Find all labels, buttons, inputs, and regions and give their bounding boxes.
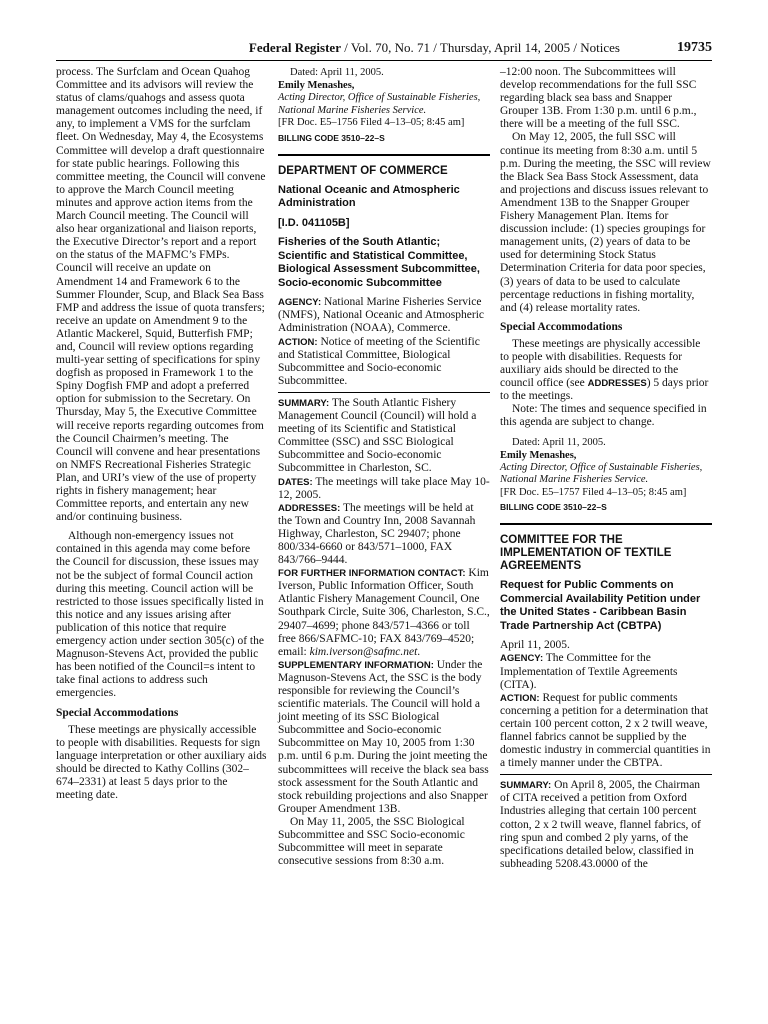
contact-text: Kim Iverson, Public Information Officer, South Atlantic Fishery Management Council, One Southpark Circle, Suite 306, Charleston, S.C., 29407–4699; phone 843/571–4366 or toll free 866/SAFMC-10; FAX 843/769–4520; email: xyxy=(278,567,490,658)
agency-heading: National Oceanic and Atmospheric Administration xyxy=(278,183,460,210)
col3-paragraph-3 xyxy=(500,338,712,403)
dated-line: Dated: April 11, 2005. xyxy=(290,67,384,78)
fr-doc-line: [FR Doc. E5–1756 Filed 4–13–05; 8:45 am] xyxy=(278,117,465,129)
agency-text-2: The Committee for the Implementation of Textile Agreements (CITA). xyxy=(500,652,678,691)
notice-title: Fisheries of the South Atlantic; Scientific and Statistical Committee, Biological Assessment Subcommittee, Socio-economic Subcommittee xyxy=(278,236,480,289)
addresses-text: The meetings will be held at the Town and Country Inn, 2008 Savannah Highway, Charleston, SC 29407; phone 800/334-6660 or 843/571–1000, FAX 843/766–9444. xyxy=(278,501,476,567)
action-text-2: Request for public comments concerning a petition for a determination that certain 100 percent cotton, 2 x 2 twill weave, flannel fabrics cannot be supplied by the domestic industry in commercial quantities in a timely manner under the CBTPA. xyxy=(500,691,711,770)
agency-block-2 xyxy=(500,652,712,691)
request-title: Request for Public Comments on Commercial Availability Petition under the United States - Caribbean Basin Trade Partnership Act (CBTPA) xyxy=(500,579,701,632)
section-divider-2 xyxy=(500,523,712,525)
column-2 xyxy=(278,66,490,868)
col3-paragraph-2: On May 12, 2005, the full SSC will continue its meeting from 8:30 a.m. until 5 p.m. During the meeting, the SSC will review the Black Sea Bass Stock Assessment, data and projections and discuss issues relevant to Amendment 13B to the Snapper Grouper Fishery Management Plan. Items for discussion include: (1) species groupings for management units, (2) years of data to be used for determining Stock Status Determination Criteria for data poor species, (3) years of data to be used to calculate percentage reductions in fishing mortality, and (4) release mortality rates. xyxy=(500,131,711,314)
summary-divider-2 xyxy=(500,774,712,775)
col3-paragraph-1: –12:00 noon. The Subcommittees will develop recommendations for the full SSC regarding black sea bass and Snapper Grouper 13B. From 1:30 p.m. until 6 p.m., there will be a meeting of the full SSC. xyxy=(500,66,697,131)
action-label: ACTION: xyxy=(278,336,318,348)
journal-name: Federal Register xyxy=(248,40,341,55)
signer-name-2: Emily Menashes, xyxy=(500,449,577,461)
summary-label-2: SUMMARY: xyxy=(500,780,552,792)
col3-note: Note: The times and sequence specified in this agenda are subject to change. xyxy=(500,403,707,429)
action-block-2 xyxy=(500,692,712,771)
addresses-ref: ADDRESSES xyxy=(587,378,647,390)
header-rule xyxy=(56,60,712,61)
dates-block xyxy=(278,476,490,502)
contact-block: FOR FURTHER INFORMATION CONTACT: Kim Iverson, Public Information Officer, South Atlantic Fishery Management Council, One Southpark Circle, Suite 306, Charleston, S.C., 29407–4699; phone 843/571–4366 or toll free 866/SAFMC-10; FAX 843/769–4520; email: kim.iverson@safmc.net. xyxy=(278,567,490,658)
accommodations-text-start: These meetings are physically accessible to people with disabilities. Requests for auxiliary aids should be directed to the council office (see xyxy=(500,337,701,390)
addresses-label: ADDRESSES: xyxy=(278,502,341,514)
fr-doc-line-2: [FR Doc. E5–1757 Filed 4–13–05; 8:45 am] xyxy=(500,486,687,498)
dated-line-2: Dated: April 11, 2005. xyxy=(512,436,606,448)
accommodations-text-end: ) 5 days prior to the meetings. xyxy=(500,377,709,403)
summary-label: SUMMARY: xyxy=(278,397,330,409)
dates-label: DATES: xyxy=(278,476,313,488)
agency-text: National Marine Fisheries Service (NMFS), National Oceanic and Atmospheric Administration (NOAA), Commerce. xyxy=(278,296,484,335)
column-1 xyxy=(56,66,267,802)
special-accommodations-heading-2: Special Accommodations xyxy=(500,320,623,333)
action-label-2: ACTION: xyxy=(500,692,540,704)
special-accommodations-heading: Special Accommodations xyxy=(56,706,179,719)
billing-code: BILLING CODE 3510–22–S xyxy=(278,132,385,143)
section-divider xyxy=(278,154,490,156)
column-3 xyxy=(500,66,712,871)
contact-label: FOR FURTHER INFORMATION CONTACT: xyxy=(278,568,466,580)
date-line: April 11, 2005. xyxy=(500,639,570,652)
agency-block xyxy=(278,296,490,335)
page-number: 19735 xyxy=(677,40,712,55)
may11-paragraph: On May 11, 2005, the SSC Biological Subcommittee and SSC Socio-economic Subcommittee will meet in separate consecutive sessions from 8:30 a.m. xyxy=(278,815,465,868)
signer-title: Acting Director, Office of Sustainable Fisheries, National Marine Fisheries Service. xyxy=(278,92,481,116)
department-heading: DEPARTMENT OF COMMERCE xyxy=(278,164,448,177)
summary-text: The South Atlantic Fishery Management Council (Council) will hold a meeting of its Scientific and Statistical Committee (SSC) and SSC Biological Subcommittee and Socio-economic Subcommittee in Charleston, SC. xyxy=(278,396,477,475)
action-block xyxy=(278,336,490,388)
summary-text-2: On April 8, 2005, the Chairman of CITA received a petition from Oxford Industries alleging that certain 100 percent cotton, 2 x 2 twill weave, flannel fabrics, of ring spun and combed 2 ply yarns, of the specifications detailed below, classified in subheading 5208.43.0000 of the xyxy=(500,779,701,870)
summary-divider xyxy=(278,392,490,393)
agency-label: AGENCY: xyxy=(278,297,322,309)
contact-email: kim.iverson@safmc.net xyxy=(309,645,418,658)
addresses-block xyxy=(278,502,490,567)
col1-paragraph-3: These meetings are physically accessible to people with disabilities. Requests for sign language interpretation or other auxiliary aids should be directed to Kathy Collins (302–674–2331) at least 5 days prior to the meeting date. xyxy=(56,723,267,802)
billing-code-2: BILLING CODE 3510–22–S xyxy=(500,502,607,513)
committee-heading: COMMITTEE FOR THE IMPLEMENTATION OF TEXTILE AGREEMENTS xyxy=(500,534,672,573)
action-text: Notice of meeting of the Scientific and Statistical Committee, Biological Subcommittee and Socio-economic Subcommittee. xyxy=(278,335,480,387)
summary-block-2 xyxy=(500,779,712,871)
supplementary-block xyxy=(278,659,490,816)
col1-paragraph-2: Although non-emergency issues not contained in this agenda may come before the Council for discussion, these issues may not be the subject of formal Council action during this meeting. Council action will be restricted to those issues specifically listed in this notice and any issues arising after publication of this notice that require emergency action under section 305(c) of the Magnuson-Stevens Act, provided the public has been notified of the Council=s intent to take final actions to address such emergencies. xyxy=(56,530,264,700)
supplementary-text: Under the Magnuson-Stevens Act, the SSC is the body responsible for reviewing the Council’s scientific materials. The Council will hold a joint meeting of its SSC Biological Subcommittee and Socio-economic Subcommittee on May 10, 2005 from 1:30 p.m. until 6 p.m. During the joint meeting the subcommittees will receive the black sea bass stock assessment for the South Atlantic and stock rebuilding projections and also Snapper Grouper Amendment 13B. xyxy=(278,658,489,815)
supplementary-label: SUPPLEMENTARY INFORMATION: xyxy=(278,659,434,671)
dates-text: The meetings will take place May 10-12, 2005. xyxy=(278,475,490,501)
header-citation xyxy=(249,40,620,56)
agency-label-2: AGENCY: xyxy=(500,653,544,665)
docket-id: [I.D. 041105B] xyxy=(278,216,350,229)
summary-block xyxy=(278,397,490,476)
signer-name: Emily Menashes, xyxy=(278,80,355,92)
col1-paragraph-1: process. The Surfclam and Ocean Quahog Committee and its advisors will review the status of clams/quahogs and assess quota management outcomes including the need, if any, to implement a VMS for the surfclam fleet. On Wednesday, May 4, the Ecosystems Committee will develop a draft questionnaire for state public hearings. Following this committee meeting, the Council will convene to approve the March Council meeting minutes and approve action items from the March Council meeting. The Council will also hear organizational and liaison reports, the Executive Director’s report and a report on the status of the MAFMC’s FMPs. Council will receive an update on Amendment 14 and Framework 6 to the Summer Flounder, Scup, and Black Sea Bass FMP and address the issue of quota transfers; receive an update on Amendment 9 to the Atlantic Mackerel, Squid, Butterfish FMP; and, Council will review options regarding multi-year setting of specifications for spiny dogfish as proposed in Framework 1 to the Spiny Dogfish FMP and adopt a preferred option for submission to the Secretary. On Thursday, May 5, the Executive Committee will receive reports regarding outcomes from the Council Chairmen’s meeting. The Council will convene and hear presentations on NMFS Recreational Fisheries Strategic Plan, and URI’s view of the use of property rights in fishery management; hear Committee reports, and entertain any new and/or continuing business. xyxy=(56,66,266,524)
page-header xyxy=(56,40,712,60)
signer-title-2: Acting Director, Office of Sustainable Fisheries, National Marine Fisheries Service. xyxy=(500,461,703,486)
issue-details: / Vol. 70, No. 71 / Thursday, April 14, 2005 / Notices xyxy=(340,40,620,55)
